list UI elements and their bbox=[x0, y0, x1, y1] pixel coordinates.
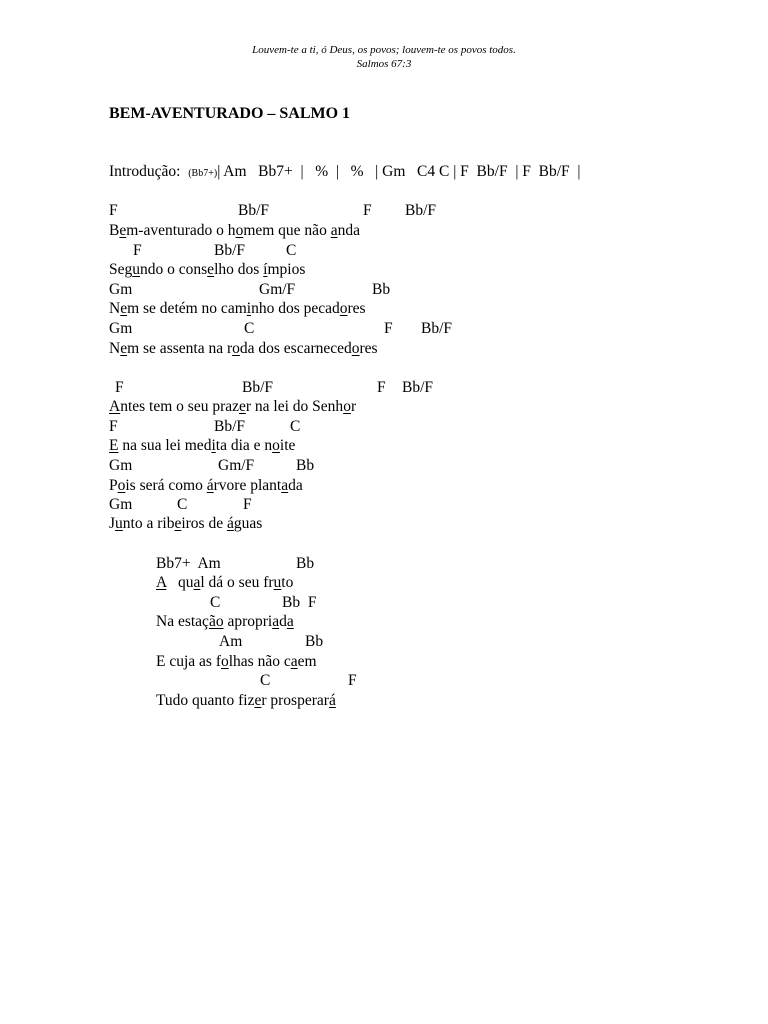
chord: F bbox=[363, 202, 372, 219]
chord: F bbox=[377, 379, 386, 396]
epigraph-verse: Louvem-te a ti, ó Deus, os povos; louvem-te os povos todos. bbox=[252, 44, 516, 56]
lyric-text: is será como bbox=[125, 477, 207, 494]
intro-line bbox=[109, 162, 581, 184]
lyric-text: J bbox=[109, 515, 116, 532]
chord: Am bbox=[219, 633, 243, 650]
lyric-line bbox=[156, 652, 317, 672]
lyric-text: nto a rib bbox=[122, 515, 175, 532]
stressed-syllable: e bbox=[120, 340, 128, 357]
chord: Bb bbox=[305, 633, 324, 650]
lyric-line bbox=[109, 436, 295, 456]
lyric-line bbox=[109, 339, 378, 359]
chord: C bbox=[286, 242, 297, 259]
chord: C bbox=[177, 496, 188, 513]
lyric-text: res bbox=[347, 300, 366, 317]
lyric-text: qu bbox=[166, 574, 194, 591]
stressed-syllable: o bbox=[117, 477, 126, 494]
stressed-syllable: a bbox=[193, 574, 201, 591]
stressed-syllable: á bbox=[206, 477, 214, 494]
chord: F bbox=[133, 242, 142, 259]
lyric-text: mpios bbox=[267, 261, 306, 278]
chord: Bb/F bbox=[402, 379, 434, 396]
chord: Bb/F bbox=[214, 418, 246, 435]
stressed-syllable: e bbox=[207, 261, 215, 278]
stressed-syllable: í bbox=[263, 261, 268, 278]
lyric-text: l dá o seu fr bbox=[200, 574, 274, 591]
lyric-text: em bbox=[297, 653, 317, 670]
chord: C bbox=[210, 594, 221, 611]
lyric-line bbox=[156, 691, 336, 711]
lyric-text: B bbox=[109, 222, 120, 239]
chord: F bbox=[109, 202, 118, 219]
stressed-syllable: o bbox=[235, 222, 244, 239]
chord: Gm bbox=[109, 320, 133, 337]
intro-label: Introdução: bbox=[109, 163, 181, 180]
lyric-text: ta dia e n bbox=[215, 437, 273, 454]
intro-first-chord: (Bb7+) bbox=[188, 168, 218, 179]
lyric-text: E cuja as f bbox=[156, 653, 221, 670]
stressed-syllable: e bbox=[254, 692, 262, 709]
stressed-syllable: a bbox=[330, 222, 338, 239]
stressed-syllable: o bbox=[232, 340, 240, 357]
chord: C bbox=[290, 418, 301, 435]
chord: F bbox=[109, 418, 118, 435]
stressed-syllable: e bbox=[120, 300, 128, 317]
lyric-line bbox=[109, 476, 303, 496]
chord: Bb bbox=[296, 555, 315, 572]
chord: Gm bbox=[109, 281, 133, 298]
stressed-syllable: o bbox=[351, 340, 360, 357]
stressed-syllable: E bbox=[109, 437, 119, 454]
chord: F bbox=[348, 672, 357, 689]
lyric-line bbox=[109, 397, 356, 417]
stressed-syllable: a bbox=[281, 477, 289, 494]
chord: Bb/F bbox=[214, 242, 246, 259]
lyric-text: na sua lei med bbox=[118, 437, 212, 454]
lyric-text: N bbox=[109, 340, 121, 357]
stressed-syllable: A bbox=[156, 574, 167, 591]
lyric-line bbox=[109, 299, 366, 319]
lyric-text: guas bbox=[233, 515, 263, 532]
chord: C bbox=[260, 672, 271, 689]
stressed-syllable: u bbox=[132, 261, 140, 278]
stressed-syllable: á bbox=[328, 692, 336, 709]
chord: Bb/F bbox=[242, 379, 274, 396]
lyric-text: r prosperar bbox=[261, 692, 329, 709]
chord: Gm bbox=[109, 457, 133, 474]
lyric-text: r na lei do Senh bbox=[245, 398, 344, 415]
stressed-syllable: e bbox=[119, 222, 127, 239]
chord: Bb bbox=[372, 281, 391, 298]
lyric-text: rvore plant bbox=[213, 477, 282, 494]
stressed-syllable: A bbox=[109, 398, 121, 415]
stressed-syllable: i bbox=[246, 300, 252, 317]
lyric-text: mem que não bbox=[243, 222, 331, 239]
chord: F bbox=[384, 320, 393, 337]
stressed-syllable: o bbox=[272, 437, 280, 454]
stressed-syllable: i bbox=[211, 437, 216, 454]
lyric-text: apropri bbox=[223, 613, 273, 630]
lyric-text: N bbox=[109, 300, 121, 317]
lyric-text: iros de bbox=[181, 515, 227, 532]
chord: Bb/F bbox=[421, 320, 453, 337]
lyric-line bbox=[109, 514, 262, 534]
chord: Bb bbox=[296, 457, 315, 474]
lyric-text: to bbox=[281, 574, 294, 591]
chord: F bbox=[115, 379, 124, 396]
lyric-line bbox=[156, 612, 294, 632]
stressed-syllable: a bbox=[286, 613, 294, 630]
lyric-text: m se assenta na r bbox=[127, 340, 233, 357]
lyric-text: ite bbox=[279, 437, 296, 454]
lyric-text: P bbox=[109, 477, 118, 494]
lyric-text: da dos escarneced bbox=[239, 340, 352, 357]
lyric-line bbox=[156, 573, 293, 593]
lyric-text: lhas não c bbox=[228, 653, 291, 670]
stressed-syllable: o bbox=[339, 300, 348, 317]
lyric-line bbox=[109, 221, 360, 241]
stressed-syllable: a bbox=[290, 653, 298, 670]
lyric-text: ndo o cons bbox=[140, 261, 208, 278]
stressed-syllable: u bbox=[273, 574, 282, 591]
lyric-line bbox=[109, 260, 305, 280]
lyric-text: da bbox=[288, 477, 303, 494]
lyric-text: Tudo quanto fiz bbox=[156, 692, 255, 709]
chord: F bbox=[243, 496, 252, 513]
chord: Gm bbox=[109, 496, 133, 513]
chord: Bb F bbox=[282, 594, 317, 611]
stressed-syllable: á bbox=[226, 515, 234, 532]
lyric-text: Na estaç bbox=[156, 613, 209, 630]
lyric-text: nho dos pecad bbox=[251, 300, 340, 317]
lyric-text: nda bbox=[337, 222, 360, 239]
epigraph-reference: Salmos 67:3 bbox=[356, 58, 412, 70]
stressed-syllable: o bbox=[343, 398, 351, 415]
stressed-syllable: u bbox=[115, 515, 123, 532]
lyric-text: r bbox=[350, 398, 357, 415]
chord: C bbox=[244, 320, 255, 337]
chord: Bb7+ Am bbox=[156, 555, 221, 572]
stressed-syllable: e bbox=[239, 398, 246, 415]
lyric-text: m se detém no cam bbox=[127, 300, 247, 317]
lyric-text: ntes tem o seu praz bbox=[120, 398, 239, 415]
stressed-syllable: o bbox=[220, 653, 229, 670]
lyric-text: Seg bbox=[109, 261, 133, 278]
lyric-text: lho dos bbox=[214, 261, 264, 278]
lyric-text: m-aventurado o h bbox=[126, 222, 236, 239]
stressed-syllable: a bbox=[272, 613, 280, 630]
lyric-text: res bbox=[359, 340, 378, 357]
chord: Gm/F bbox=[259, 281, 296, 298]
stressed-syllable: e bbox=[174, 515, 182, 532]
chord: Bb/F bbox=[238, 202, 270, 219]
song-title: BEM-AVENTURADO – SALMO 1 bbox=[109, 105, 351, 122]
stressed-syllable: ão bbox=[208, 613, 224, 630]
chord: Bb/F bbox=[405, 202, 437, 219]
intro-chords: | Am Bb7+ | % | % | Gm C4 C | F Bb/F | F Bb/F | bbox=[217, 163, 581, 180]
lyric-text: d bbox=[279, 613, 287, 630]
chord: Gm/F bbox=[218, 457, 255, 474]
